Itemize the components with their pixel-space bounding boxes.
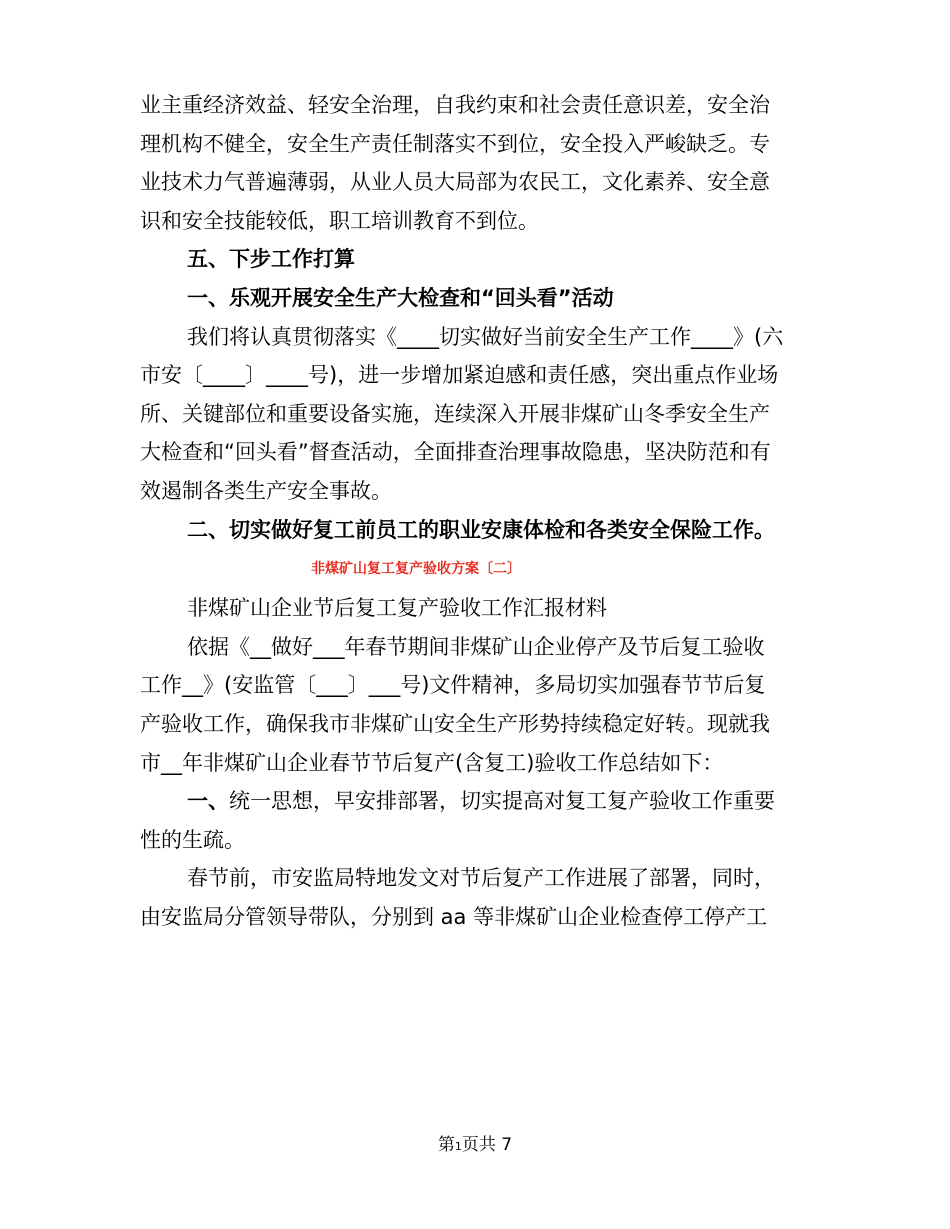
paragraph-line: 依据《__做好___年春节期间非煤矿山企业停产及节后复工验收: [187, 634, 765, 659]
bold-lead: 一、: [187, 789, 229, 814]
red-document-title: 非煤矿山复工复产验收方案〔二〕: [311, 561, 521, 578]
paragraph-line: 识和安全技能较低，职工培训教育不到位。: [140, 208, 539, 233]
paragraph-line: 市安〔____〕____号)，进一步增加紧迫感和责任感，突出重点作业场: [140, 363, 779, 388]
paragraph-line: [140, 782, 805, 821]
paragraph-line: 效遏制各类生产安全事故。: [140, 478, 392, 503]
paragraph-line: 春节前，市安监局特地发文对节后复产工作进展了部署，同时，: [187, 866, 775, 891]
footer-middle: 页共: [461, 1135, 502, 1155]
footer-total-pages: 7: [501, 1135, 513, 1155]
paragraph-line: 市__年非煤矿山企业春节节后复产(含复工)验收工作总结如下：: [140, 750, 724, 775]
paragraph-line: 大检查和“回头看”督查活动，全面排查治理事故隐患，坚决防范和有: [140, 440, 771, 465]
paragraph-line: 所、关键部位和重要设备实施，连续深入开展非煤矿山冬季安全生产: [140, 401, 770, 426]
paragraph-line: 性的生疏。: [140, 827, 245, 852]
paragraph-line: 非煤矿山企业节后复工复产验收工作汇报材料: [187, 596, 607, 621]
paragraph-line: 工作__》(安监管〔___〕___号)文件精神，多局切实加强春节节后复: [140, 673, 766, 698]
paragraph-line: 产验收工作，确保我市非煤矿山安全生产形势持续稳定好转。现就我: [140, 711, 770, 736]
page-footer: [0, 1133, 950, 1159]
section-heading: 五、下步工作打算: [187, 247, 355, 272]
paragraph-line: 业技术力气普遍薄弱，从业人员大局部为农民工，文化素养、安全意: [140, 170, 770, 195]
paragraph-line: 理机构不健全，安全生产责任制落实不到位，安全投入严峻缺乏。专: [140, 131, 770, 156]
subsection-heading: 一、乐观开展安全生产大检查和“回头看”活动: [187, 285, 614, 310]
footer-page-number: 1: [454, 1140, 462, 1153]
paragraph-line: 由安监局分管领导带队，分别到 aa 等非煤矿山企业检查停工停产工: [140, 904, 768, 929]
paragraph-line: 业主重经济效益、轻安全治理，自我约束和社会责任意识差，安全治: [140, 93, 770, 117]
subsection-heading: 二、切实做好复工前员工的职业安康体检和各类安全保险工作。: [187, 517, 775, 542]
footer-prefix: 第: [437, 1135, 455, 1155]
paragraph-line: 我们将认真贯彻落实《____切实做好当前安全生产工作____》(六: [187, 324, 784, 349]
paragraph-text: 统一思想，早安排部署，切实提高对复工复产验收工作重要: [229, 789, 775, 814]
document-body: [140, 86, 805, 936]
